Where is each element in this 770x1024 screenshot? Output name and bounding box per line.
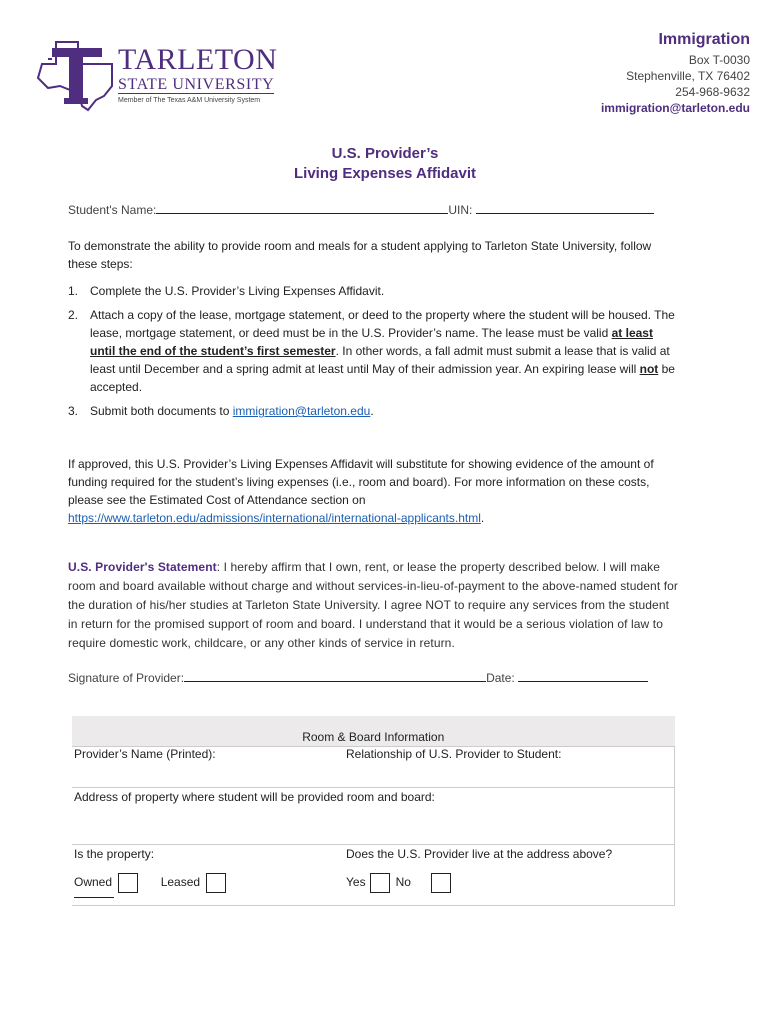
page-title <box>0 144 770 184</box>
owned-label: Owned <box>74 875 113 890</box>
owned-checkbox[interactable] <box>118 873 138 893</box>
approval-text: If approved, this U.S. Provider’s Living Expenses Affidavit will substitute for showing evidence of the amount of funding required for the student’s living expenses (i.e., room and board). For more information on these costs, please see the Estimated Cost of Attendance section on <box>68 457 654 507</box>
title-line-1: U.S. Provider’s <box>331 145 439 162</box>
step-text: Complete the U.S. Provider’s Living Expenses Affidavit. <box>90 284 385 298</box>
provider-name-cell[interactable] <box>72 747 344 788</box>
logo-divider <box>118 93 274 94</box>
date-label: Date: <box>486 671 515 685</box>
contact-block <box>601 30 750 116</box>
mail-box: Box T-0030 <box>688 53 750 67</box>
relationship-cell[interactable] <box>344 747 675 788</box>
signature-field[interactable] <box>184 669 486 682</box>
steps-list <box>68 282 678 426</box>
step-emphasis: at least until the end of the student’s first semester <box>90 326 653 358</box>
property-question: Is the property: <box>74 847 155 861</box>
lives-options <box>346 873 672 893</box>
yes-checkbox[interactable] <box>370 873 390 893</box>
title-line-2: Living Expenses Affidavit <box>294 165 476 182</box>
student-name-label: Student's Name: <box>68 203 157 217</box>
owned-underline <box>74 897 114 898</box>
step-text: Submit both documents to <box>90 404 233 418</box>
step-number: 2. <box>68 308 79 322</box>
approval-paragraph <box>68 455 680 527</box>
email-link[interactable]: immigration@tarleton.edu <box>232 404 371 418</box>
step-item <box>68 402 678 420</box>
lives-at-address-cell <box>344 845 675 906</box>
step-emphasis: not <box>639 362 659 376</box>
step-text: Attach a copy of the lease, mortgage statement, or deed to the property where the student will be housed. The lease, mortgage statement, or deed must be in the U.S. Provider’s name. The lease must be valid <box>90 308 675 340</box>
statement-text: : I hereby affirm that I own, rent, or lease the property described below. I will make room and board available without charge and without services-in-lieu-of-payment to the above-named student for the duration of his/her studies at Tarleton State University. I agree NOT to require any services from the student in return for the promised support of room and board. I understand that it would be a serious violation of law to require domestic work, childcare, or any other kinds of service in return. <box>68 560 679 650</box>
signature-line <box>68 669 648 687</box>
relationship-label: Relationship of U.S. Provider to Student: <box>346 747 562 761</box>
address-label: Address of property where student will be provided room and board: <box>74 790 435 804</box>
statement-heading: U.S. Provider's Statement <box>68 560 217 574</box>
step-number: 1. <box>68 284 79 298</box>
tarleton-texas-t-icon <box>34 40 118 112</box>
step-item <box>68 282 678 300</box>
property-options <box>74 873 342 893</box>
signature-label: Signature of Provider: <box>68 671 185 685</box>
step-number: 3. <box>68 404 79 418</box>
student-info-line <box>68 201 654 219</box>
step-text: . <box>370 404 374 418</box>
logo-subname: STATE UNIVERSITY <box>118 76 275 93</box>
date-field[interactable] <box>518 669 648 682</box>
step-text: . In other words, a fall admit must submit a lease that is valid at least until December and a spring admit at least until May of their admission year. An expiring lease will <box>90 344 670 376</box>
student-name-field[interactable] <box>156 201 448 214</box>
step-text: be accepted. <box>90 362 675 394</box>
applicants-link[interactable]: https://www.tarleton.edu/admissions/international/international-applicants.html <box>68 511 481 525</box>
department-name: Immigration <box>658 31 750 48</box>
no-label: No <box>395 875 411 890</box>
leased-checkbox[interactable] <box>206 873 226 893</box>
table-header: Room & Board Information <box>72 716 675 747</box>
no-checkbox[interactable] <box>431 873 451 893</box>
intro-paragraph: To demonstrate the ability to provide room and meals for a student applying to Tarleton State University, follow these steps: <box>68 239 652 271</box>
step-item <box>68 306 678 396</box>
uin-field[interactable] <box>476 201 654 214</box>
approval-text-end: . <box>480 511 485 525</box>
logo-tagline: Member of The Texas A&M University System <box>118 97 261 104</box>
uin-label: UIN: <box>448 203 473 217</box>
leased-label: Leased <box>160 875 201 890</box>
city-state: Stephenville, TX 76402 <box>626 69 750 83</box>
provider-statement <box>68 558 680 653</box>
provider-name-label: Provider’s Name (Printed): <box>74 747 216 761</box>
lives-question: Does the U.S. Provider live at the address above? <box>346 847 613 861</box>
contact-email[interactable]: immigration@tarleton.edu <box>600 101 750 115</box>
phone-number: 254-968-9632 <box>675 85 750 99</box>
room-board-table <box>72 716 675 906</box>
yes-label: Yes <box>346 875 366 890</box>
logo-name: TARLETON <box>118 43 278 76</box>
address-cell[interactable] <box>72 788 675 845</box>
